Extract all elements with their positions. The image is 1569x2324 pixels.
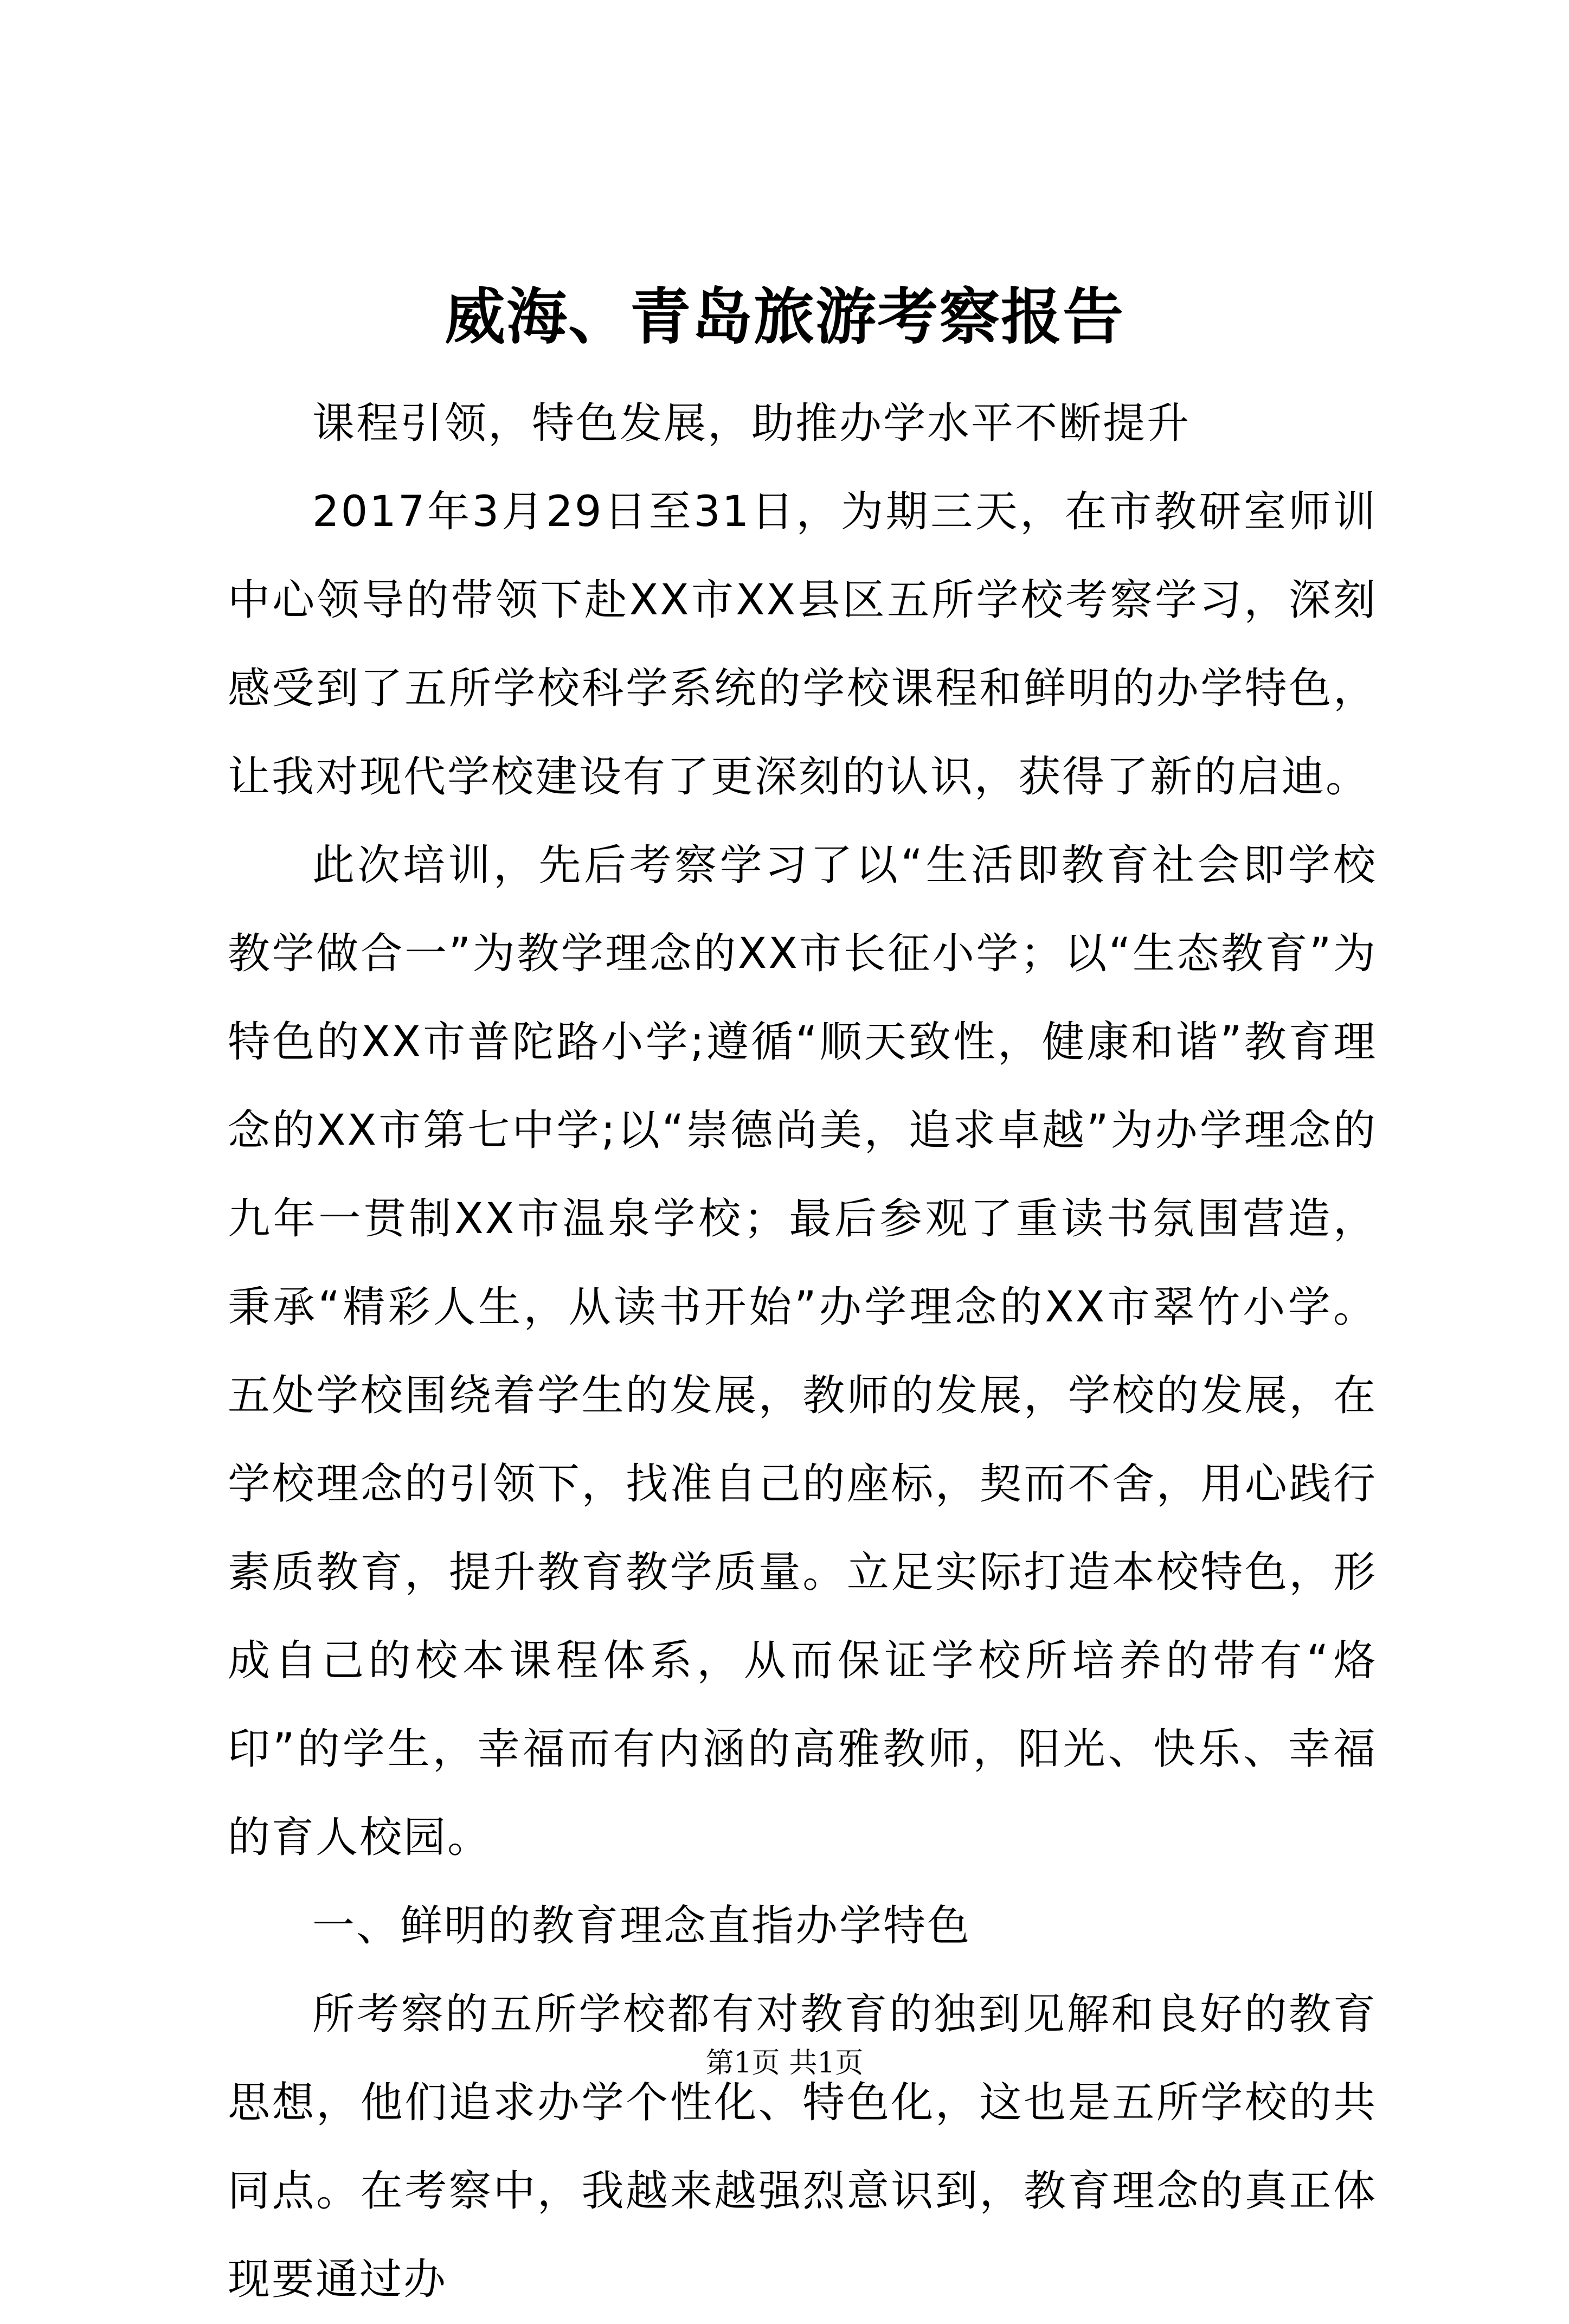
paragraph-subtitle: 课程引领，特色发展，助推办学水平不断提升	[312, 399, 1191, 448]
paragraph-intro: 2017年3月29日至31日，为期三天，在市教研室师训中心领导的带领下赴XX市XX县区五所学校考察学习，深刻感受到了五所学校科学系统的学校课程和鲜明的办学特色，让我对现代学校建设有了更深刻的认识，获得了新的启迪。	[228, 487, 1377, 801]
paragraph-section-body: 所考察的五所学校都有对教育的独到见解和良好的教育思想，他们追求办学个性化、特色化，这也是五所学校的共同点。在考察中，我越来越强烈意识到，教育理念的真正体现要通过办	[228, 1990, 1377, 2304]
document-body	[228, 380, 1377, 2324]
document-title: 威海、青岛旅游考察报告	[445, 281, 1124, 352]
section-heading: 一、鲜明的教育理念直指办学特色	[312, 1902, 972, 1950]
paragraph-training: 此次培训，先后考察学习了以“生活即教育社会即学校教学做合一”为教学理念的XX市长征小学；以“生态教育”为特色的XX市普陀路小学;遵循“顺天致性，健康和谐”教育理念的XX市第七中学;以“崇德尚美，追求卓越”为办学理念的九年一贯制XX市温泉学校；最后参观了重读书氛围营造，秉承“精彩人生，从读书开始”办学理念的XX市翠竹小学。五处学校围绕着学生的发展，教师的发展，学校的发展，在学校理念的引领下，找准自己的座标，契而不舍，用心践行素质教育，提升教育教学质量。立足实际打造本校特色，形成自己的校本课程体系，从而保证学校所培养的带有“烙印”的学生，幸福而有内涵的高雅教师，阳光、快乐、幸福的育人校园。	[228, 841, 1377, 1862]
page-footer: 第1页 共1页	[705, 2047, 864, 2079]
